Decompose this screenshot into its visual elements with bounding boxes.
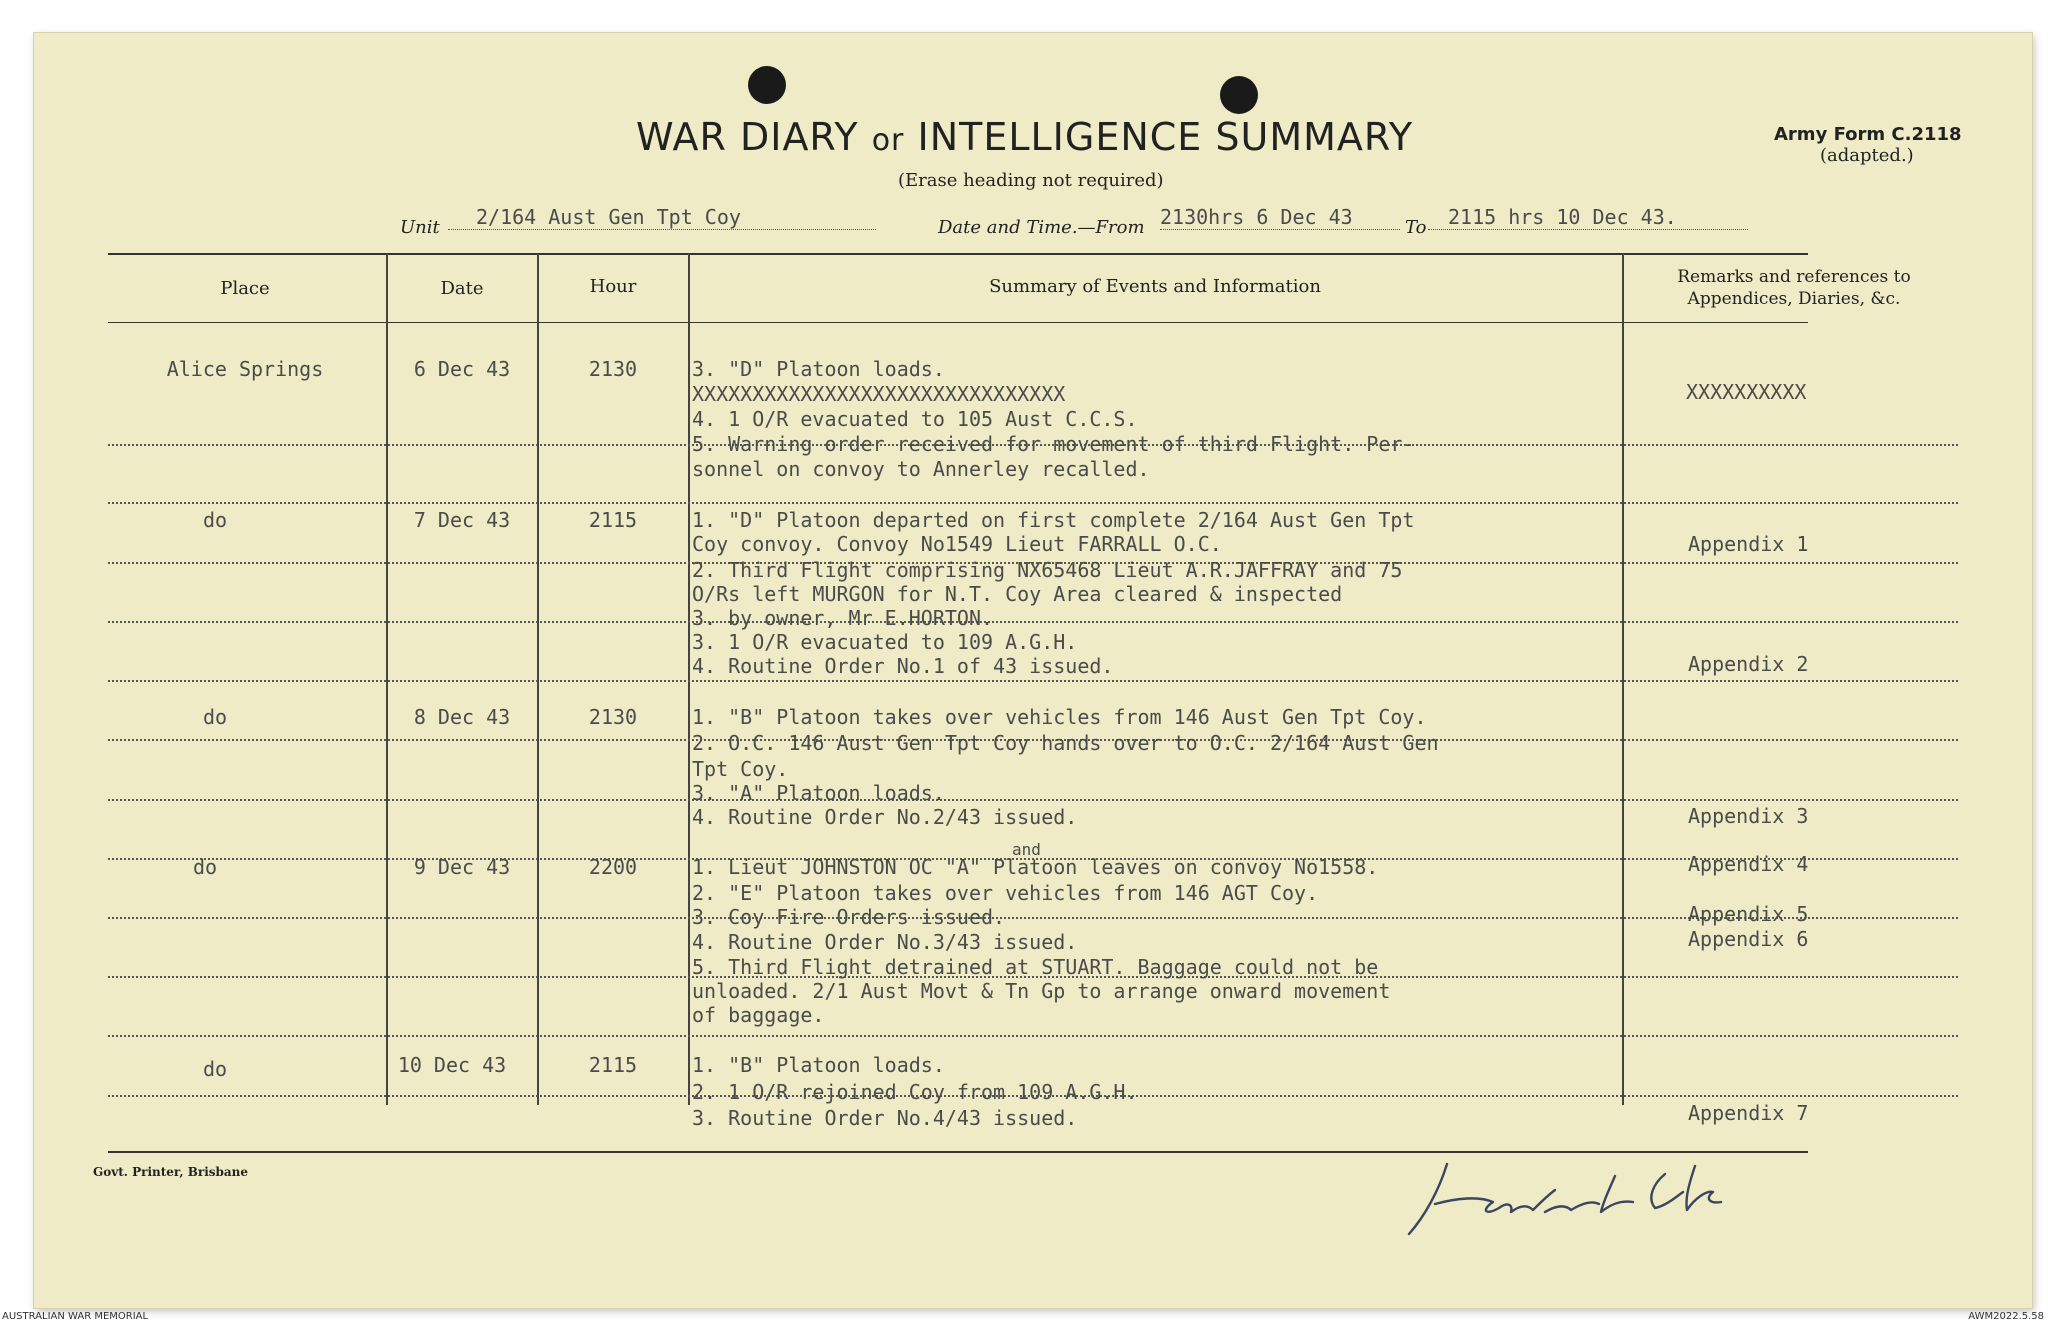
summary-line: 2. "E" Platoon takes over vehicles from 146 AGT Coy.	[692, 881, 1319, 905]
entry-date: 10 Dec 43	[397, 1053, 507, 1077]
unit-label: Unit	[400, 217, 440, 238]
summary-line: O/Rs left MURGON for N.T. Coy Area cleared & inspected	[692, 582, 1343, 606]
summary-line: 4. Routine Order No.2/43 issued.	[692, 805, 1078, 829]
table-top-rule	[108, 253, 1808, 255]
punch-hole-left	[748, 66, 786, 104]
summary-line-struck: XXXXXXXXXXXXXXXXXXXXXXXXXXXXXXX	[692, 382, 1066, 406]
entry-place: do	[202, 508, 228, 532]
column-header-date: Date	[440, 278, 484, 299]
header-bottom-rule	[108, 322, 1808, 323]
entry-remark: Appendix 1	[1688, 532, 1809, 556]
summary-line: Coy convoy. Convoy No1549 Lieut FARRALL O.C.	[692, 532, 1222, 556]
entry-summary	[692, 357, 1617, 487]
entry-place: do	[192, 855, 218, 879]
entry-summary	[692, 705, 1617, 835]
summary-line: 5. Warning order received for movement of third Flight. Per-	[692, 432, 1415, 456]
unit-value: 2/164 Aust Gen Tpt Coy	[448, 205, 876, 230]
column-header-remarks: Remarks and references to Appendices, Diaries, &c.	[1677, 267, 1911, 309]
summary-line: 3. Coy Fire Orders issued.	[692, 905, 1006, 929]
entry-place: Alice Springs	[166, 357, 324, 381]
officer-signature	[1395, 1150, 1815, 1260]
summary-line: 2. Third Flight comprising NX65468 Lieut A.R.JAFFRAY and 75	[692, 558, 1403, 582]
summary-line: Tpt Coy.	[692, 757, 789, 781]
row-rule	[108, 1035, 1958, 1037]
entry-remark: XXXXXXXXXX	[1686, 380, 1807, 404]
summary-line: 3. Routine Order No.4/43 issued.	[692, 1106, 1078, 1130]
summary-line: 5. Third Flight detrained at STUART. Baggage could not be	[692, 955, 1379, 979]
summary-line: 4. Routine Order No.1 of 43 issued.	[692, 654, 1114, 678]
archive-credit: AUSTRALIAN WAR MEMORIAL	[2, 1311, 149, 1322]
entry-date: 7 Dec 43	[413, 508, 511, 532]
summary-line: 3. "D" Platoon loads.	[692, 357, 945, 381]
summary-line: 1. Lieut JOHNSTON OC "A" Platoon leaves on convoy No1558.	[692, 855, 1379, 879]
army-form-number: Army Form C.2118	[1774, 124, 1962, 145]
entry-hour: 2115	[588, 1053, 638, 1077]
entry-remark: Appendix 2	[1688, 652, 1809, 676]
column-header-hour: Hour	[589, 276, 637, 297]
entry-date: 9 Dec 43	[413, 855, 511, 879]
column-header-summary: Summary of Events and Information	[989, 276, 1321, 297]
punch-hole-right	[1220, 76, 1258, 114]
form-subtitle: (Erase heading not required)	[898, 170, 1164, 191]
entry-place: do	[202, 705, 228, 729]
entry-hour: 2130	[588, 357, 638, 381]
summary-line: 4. Routine Order No.3/43 issued.	[692, 930, 1078, 954]
entry-place: do	[202, 1057, 228, 1081]
summary-line: sonnel on convoy to Annerley recalled.	[692, 457, 1150, 481]
summary-line: of baggage.	[692, 1003, 825, 1027]
printer-imprint: Govt. Printer, Brisbane	[93, 1165, 249, 1179]
entry-summary	[692, 1053, 1617, 1133]
entry-remark: Appendix 5	[1688, 902, 1809, 926]
entry-remark: Appendix 7	[1688, 1101, 1809, 1125]
date-time-label: Date and Time.—From	[938, 217, 1145, 238]
entry-hour: 2115	[588, 508, 638, 532]
summary-line: 1. "B" Platoon takes over vehicles from 146 Aust Gen Tpt Coy.	[692, 705, 1427, 729]
entry-remark: Appendix 4	[1688, 852, 1809, 876]
summary-line: unloaded. 2/1 Aust Movt & Tn Gp to arrange onward movement	[692, 979, 1391, 1003]
summary-line: 3. by owner, Mr E.HORTON.	[692, 606, 994, 630]
archive-reference: AWM2022.5.58	[1968, 1311, 2044, 1322]
to-value: 2115 hrs 10 Dec 43.	[1428, 205, 1748, 230]
summary-line: 3. 1 O/R evacuated to 109 A.G.H.	[692, 630, 1078, 654]
army-form-adapted: (adapted.)	[1820, 145, 1914, 166]
entry-summary	[692, 855, 1617, 1035]
summary-line: 1. "D" Platoon departed on first complete 2/164 Aust Gen Tpt	[692, 508, 1415, 532]
entry-date: 6 Dec 43	[413, 357, 511, 381]
entry-interlinear: and	[1012, 840, 1041, 859]
row-rule	[108, 502, 1958, 504]
from-value: 2130hrs 6 Dec 43	[1160, 205, 1400, 230]
summary-line: 2. O.C. 146 Aust Gen Tpt Coy hands over to O.C. 2/164 Aust Gen	[692, 731, 1439, 755]
entry-remark: Appendix 6	[1688, 927, 1809, 951]
entry-date: 8 Dec 43	[413, 705, 511, 729]
summary-line: 1. "B" Platoon loads.	[692, 1053, 945, 1077]
entry-hour: 2130	[588, 705, 638, 729]
summary-line: 2. 1 O/R rejoined Coy from 109 A.G.H.	[692, 1080, 1138, 1104]
entry-hour: 2200	[588, 855, 638, 879]
entry-remark: Appendix 3	[1688, 804, 1809, 828]
summary-line: 3. "A" Platoon loads.	[692, 781, 945, 805]
column-header-place: Place	[220, 278, 270, 299]
summary-line: 4. 1 O/R evacuated to 105 Aust C.C.S.	[692, 407, 1138, 431]
form-title: WAR DIARY or INTELLIGENCE SUMMARY	[636, 115, 1414, 159]
entry-summary	[692, 508, 1617, 683]
to-label: To	[1405, 217, 1427, 238]
